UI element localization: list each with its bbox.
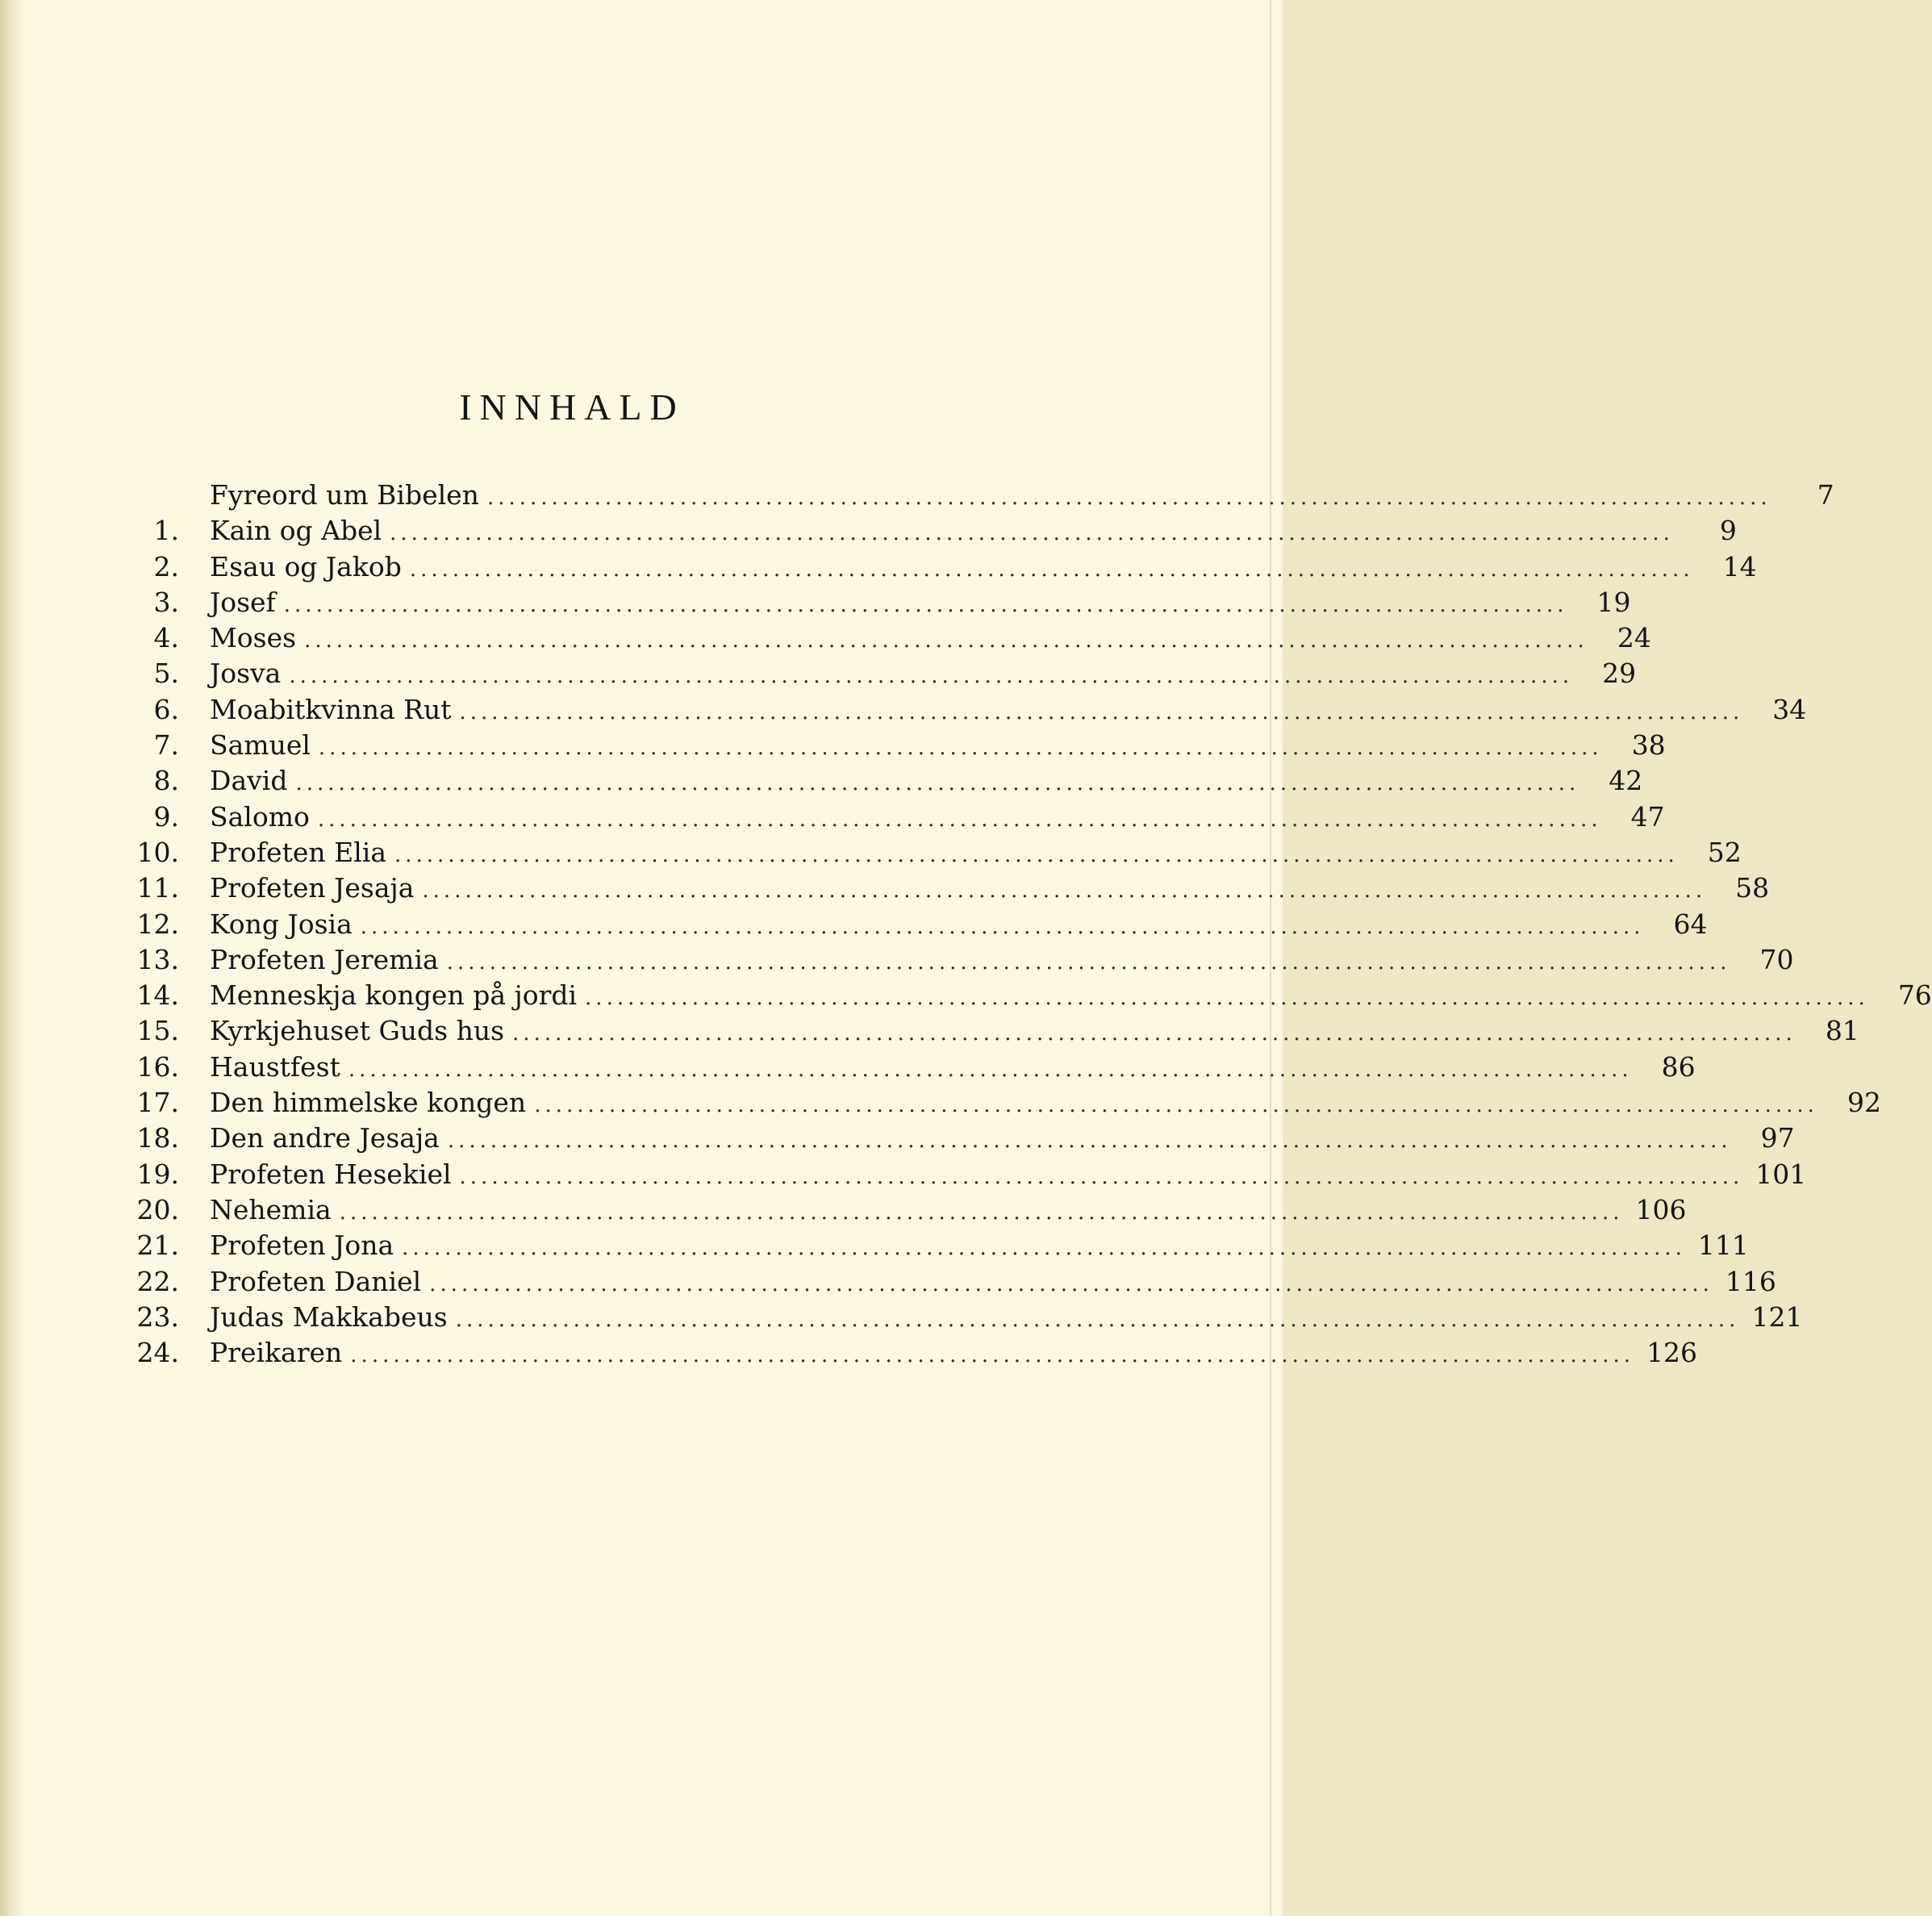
toc-entry-title: Haustfest [210,1050,340,1083]
toc-entry-page-number: 76 [1897,979,1932,1012]
toc-entry-title: Nehemia [210,1193,332,1225]
toc-dot-leader: ........................................................................................................................ [486,486,1771,510]
toc-dot-leader: ........................................................................................................................ [512,1021,1796,1046]
toc-dot-leader: ........................................................................................................................ [447,1129,1732,1154]
toc-entry-page-number: 38 [1631,729,1666,762]
toc-entry-number: 5. [153,657,179,690]
toc-entry-number: 14. [136,979,179,1012]
toc-entry-title: Kong Josia [210,908,353,940]
toc-entry-title: Profeten Jeremia [210,943,439,975]
toc-dot-leader: ........................................................................................................................ [318,736,1603,761]
toc-entry-page-number: 111 [1697,1229,1749,1262]
table-of-contents [113,478,1932,1371]
toc-entry [113,942,1794,978]
toc-entry-title: Kain og Abel [210,515,382,547]
toc-entry-page-number: 70 [1759,943,1794,975]
toc-entry-number: 18. [136,1122,179,1154]
toc-entry [113,692,1807,728]
toc-entry-title: Menneskja kongen på jordi [210,979,578,1012]
toc-entry-page-number: 64 [1673,908,1708,940]
toc-entry-number: 6. [153,693,179,725]
toc-dot-leader: ........................................................................................................................ [446,950,1731,975]
toc-entry-title: Profeten Hesekiel [210,1158,452,1190]
toc-dot-leader: ........................................................................................................................ [304,628,1588,653]
toc-entry [113,763,1643,799]
toc-dot-leader: ........................................................................................................................ [459,1164,1744,1189]
toc-entry-page-number: 97 [1760,1122,1795,1154]
toc-entry-page-number: 121 [1751,1300,1803,1333]
toc-entry-page-number: 101 [1755,1158,1807,1190]
toc-dot-leader: ........................................................................................................................ [350,1343,1635,1368]
toc-entry-page-number: 126 [1646,1337,1698,1369]
toc-entry-number: 3. [153,586,179,618]
toc-entry [113,1228,1749,1263]
toc-dot-leader: ........................................................................................................................ [283,592,1568,617]
toc-entry-page-number: 58 [1735,872,1770,904]
toc-entry [113,870,1770,906]
toc-entry-page-number: 7 [1817,479,1834,511]
toc-dot-leader: ........................................................................................................................ [295,771,1580,796]
toc-entry-title: Profeten Jesaja [210,872,415,904]
toc-dot-leader: ........................................................................................................................ [360,914,1645,939]
toc-dot-leader: ........................................................................................................................ [455,1307,1740,1332]
toc-entry-title: Samuel [210,729,311,762]
toc-entry-number: 1. [153,515,179,547]
toc-entry [113,1192,1687,1228]
toc-entry-page-number: 19 [1596,586,1631,618]
toc-entry [113,799,1665,835]
toc-entry-title: Josva [210,657,282,690]
toc-entry-number: 12. [136,908,179,940]
toc-entry [113,1050,1696,1085]
toc-entry [113,620,1651,656]
toc-entry-page-number: 81 [1825,1015,1859,1047]
toc-entry-title: Den himmelske kongen [210,1087,527,1119]
toc-entry [113,728,1666,763]
toc-entry [113,585,1631,620]
toc-dot-leader: ........................................................................................................................ [339,1200,1624,1225]
toc-entry-page-number: 34 [1772,693,1807,725]
toc-entry-page-number: 14 [1722,550,1757,582]
toc-entry-number: 11. [136,872,179,904]
toc-dot-leader: ........................................................................................................................ [348,1057,1633,1082]
toc-dot-leader: ........................................................................................................................ [459,699,1744,724]
toc-entry-title: Profeten Jona [210,1229,394,1262]
toc-dot-leader: ........................................................................................................................ [409,557,1694,582]
toc-entry-page-number: 116 [1725,1265,1776,1297]
toc-entry [113,1121,1795,1156]
toc-entry-title: Moses [210,622,297,654]
toc-entry [113,1335,1698,1371]
toc-entry-page-number: 24 [1617,622,1651,654]
toc-entry-title: Den andre Jesaja [210,1122,440,1154]
toc-entry-number: 8. [153,765,179,797]
toc-entry-title: Josef [210,586,276,618]
toc-entry-page-number: 52 [1707,836,1742,868]
toc-entry-title: Salomo [210,800,310,833]
toc-entry [113,907,1708,942]
toc-entry-number: 4. [153,622,179,654]
toc-entry [113,1264,1776,1300]
toc-entry-number: 17. [136,1087,179,1119]
toc-entry [113,1300,1803,1335]
toc-entry [113,835,1742,870]
toc-dot-leader: ........................................................................................................................ [390,521,1674,546]
toc-entry-title: Kyrkjehuset Guds hus [210,1015,505,1047]
toc-entry-number: 13. [136,943,179,975]
toc-dot-leader: ........................................................................................................................ [289,664,1574,689]
toc-entry-number: 21. [136,1229,179,1262]
toc-entry-page-number: 106 [1635,1193,1687,1225]
toc-entry [113,513,1737,549]
toc-dot-leader: ........................................................................................................................ [394,842,1679,867]
toc-entry-number: 19. [136,1158,179,1190]
toc-dot-leader: ........................................................................................................................ [534,1093,1818,1118]
toc-entry-page-number: 42 [1609,765,1643,797]
toc-dot-leader: ........................................................................................................................ [402,1236,1686,1261]
toc-entry-title: Fyreord um Bibelen [210,479,479,511]
toc-entry-number: 16. [136,1050,179,1083]
toc-entry-title: Judas Makkabeus [210,1300,448,1333]
toc-entry [113,1085,1881,1121]
toc-entry-page-number: 9 [1719,515,1737,547]
toc-entry-number: 2. [153,550,179,582]
toc-entry-title: Profeten Daniel [210,1265,422,1297]
toc-entry [113,1157,1807,1192]
toc-entry [113,978,1932,1013]
toc-entry-number: 22. [136,1265,179,1297]
toc-entry-title: Moabitkvinna Rut [210,693,452,725]
toc-entry-page-number: 29 [1602,657,1637,690]
toc-entry-title: Preikaren [210,1337,343,1369]
toc-entry-number: 24. [136,1337,179,1369]
toc-entry-page-number: 92 [1846,1087,1881,1119]
toc-entry [113,478,1834,513]
toc-dot-leader: ........................................................................................................................ [317,807,1602,832]
toc-heading: INNHALD [459,386,685,428]
toc-entry-title: David [210,765,288,797]
toc-entry-number: 9. [153,800,179,833]
toc-entry-number: 20. [136,1193,179,1225]
toc-entry-number: 7. [153,729,179,762]
toc-dot-leader: ........................................................................................................................ [585,986,1869,1011]
toc-entry-number: 15. [136,1015,179,1047]
toc-dot-leader: ........................................................................................................................ [422,879,1707,904]
toc-entry [113,549,1757,585]
toc-entry-title: Esau og Jakob [210,550,402,582]
toc-dot-leader: ........................................................................................................................ [429,1271,1713,1296]
toc-entry-page-number: 47 [1630,800,1665,833]
toc-entry-number: 23. [136,1300,179,1333]
toc-entry-page-number: 86 [1661,1050,1696,1083]
toc-entry [113,1013,1859,1049]
toc-entry-number: 10. [136,836,179,868]
toc-entry [113,656,1637,691]
toc-entry-title: Profeten Elia [210,836,386,868]
